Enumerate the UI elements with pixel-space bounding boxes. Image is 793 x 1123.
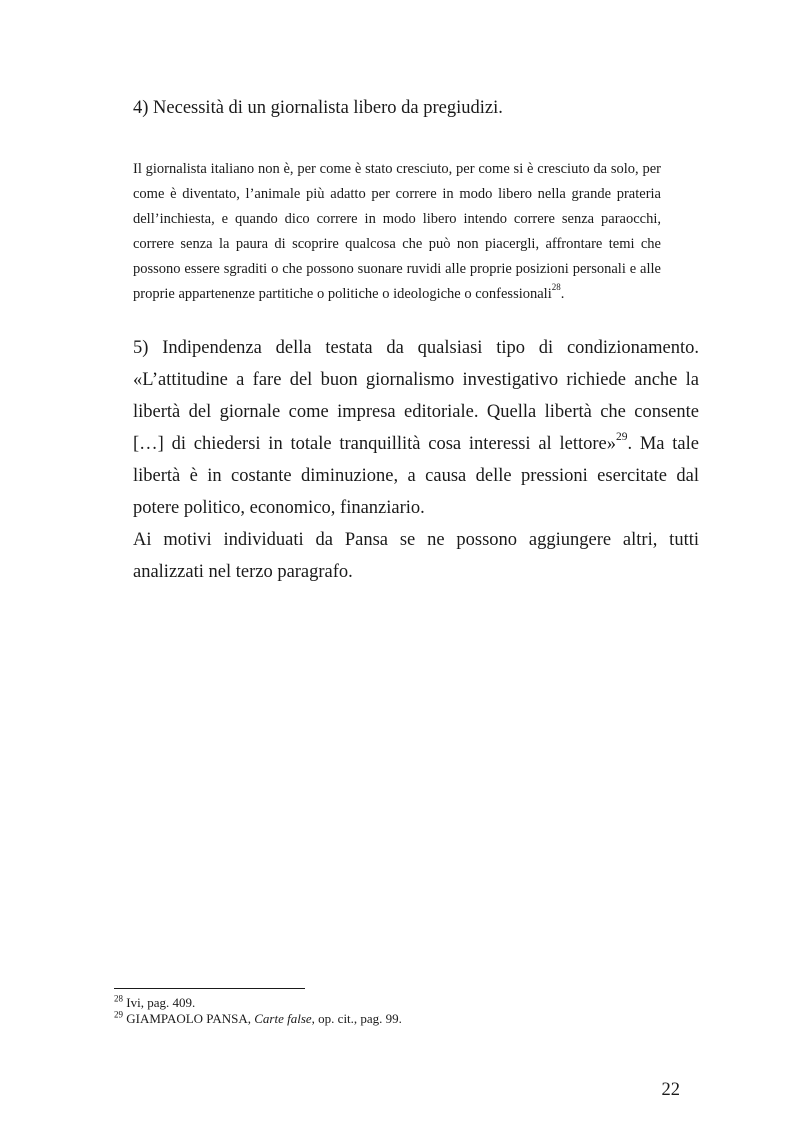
block-quote bbox=[133, 157, 661, 307]
quote-end: . bbox=[560, 286, 565, 302]
footnote-number: 28 bbox=[114, 993, 123, 1004]
footnotes bbox=[114, 995, 680, 1027]
footnote-title: Carte false bbox=[254, 1011, 312, 1026]
footnote-text: Ivi, pag. 409. bbox=[123, 995, 196, 1010]
footnote-ref-28[interactable]: 28 bbox=[551, 282, 561, 293]
paragraph-5-text: 5) Indipendenza della testata da qualsiasi tipo di condizionamento. «L’attitudine a fare del buon giornalismo investigativo richiede anche la libertà del giornale come impresa editoriale. Quella libertà che consente […] di chiedersi in totale tranquillità cosa interessi al lettore» bbox=[133, 338, 699, 454]
footnote-29 bbox=[114, 1011, 680, 1027]
paragraph-5 bbox=[114, 332, 699, 524]
footnote-number: 29 bbox=[114, 1009, 123, 1020]
footnote-citation: , op. cit., pag. 99. bbox=[311, 1011, 402, 1026]
paragraph-5-continuation: . Ma tale libertà è in costante diminuzione, a causa delle pressioni esercitate dal potere politico, economico, finanziario. bbox=[133, 434, 699, 518]
paragraph-6: Ai motivi individuati da Pansa se ne possono aggiungere altri, tutti analizzati nel terzo paragrafo. bbox=[133, 530, 699, 582]
footnote-author: GIAMPAOLO PANSA, bbox=[123, 1011, 255, 1026]
page-number: 22 bbox=[661, 1080, 680, 1100]
section-heading: 4) Necessità di un giornalista libero da pregiudizi. bbox=[133, 98, 503, 118]
footnote-ref-29[interactable]: 29 bbox=[615, 430, 628, 443]
quote-text: Il giornalista italiano non è, per come è stato cresciuto, per come si è cresciuto da solo, per come è diventato, l’animale più adatto per correre in modo libero nella grande prateria dell’inchiesta, e quando dico correre in modo libero intendo correre senza paraocchi, correre senza la paura di scoprire qualcosa che può non piacergli, affrontare temi che possono essere sgraditi o che possono suonare ruvidi alle proprie posizioni personali e alle proprie appartenenze partitiche o politiche o ideologiche o confessionali bbox=[133, 161, 661, 302]
footnote-separator bbox=[114, 988, 305, 989]
footnote-28 bbox=[114, 995, 680, 1011]
